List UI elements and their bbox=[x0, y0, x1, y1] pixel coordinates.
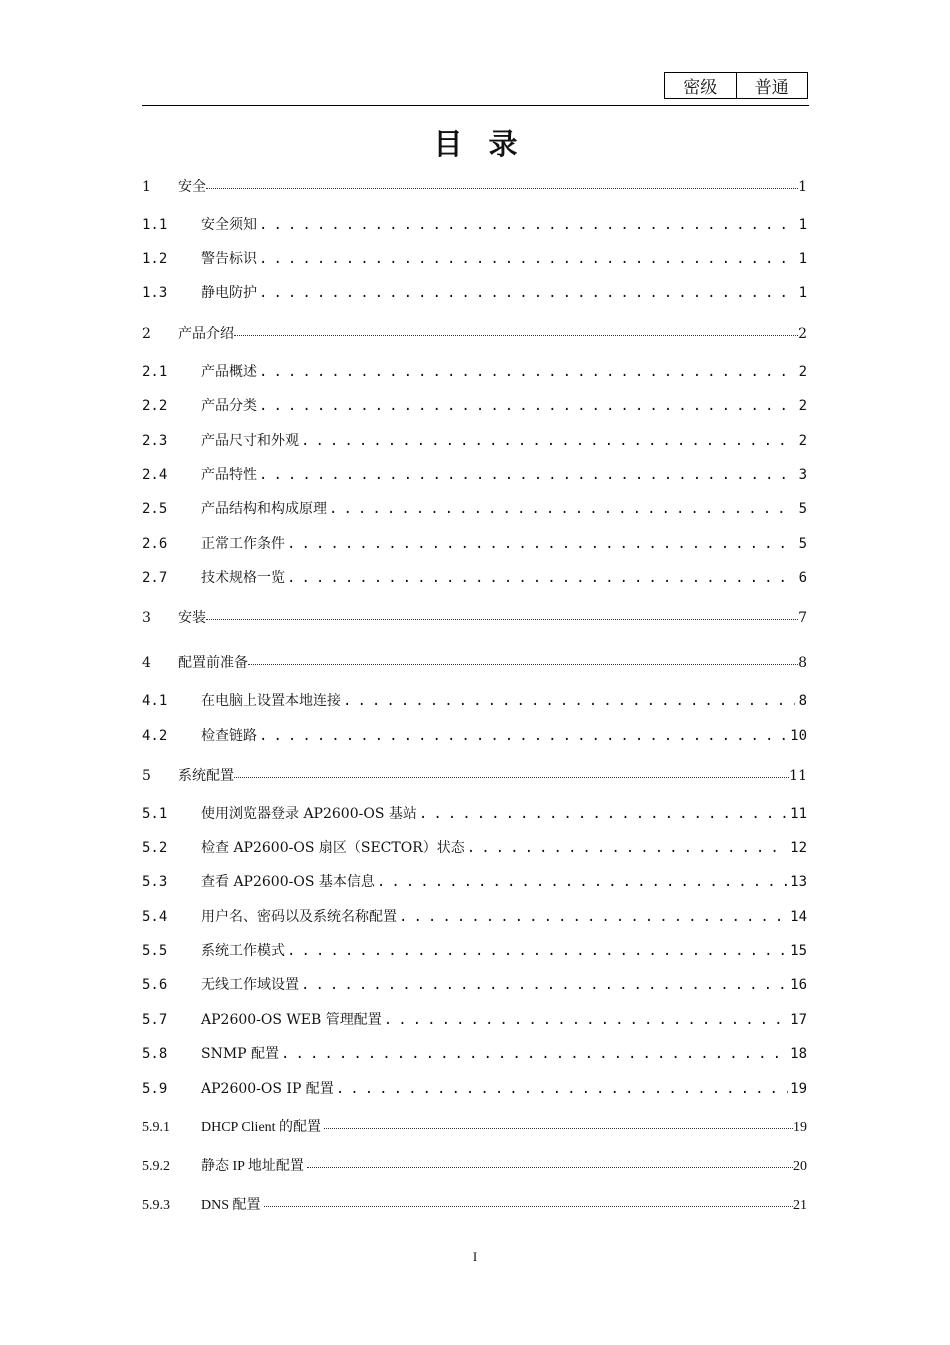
toc-dot-leader bbox=[206, 619, 798, 620]
toc-entry-title: 警告标识 bbox=[201, 251, 257, 267]
toc-entry-number: 5.9.2 bbox=[142, 1159, 170, 1174]
toc-entry-number: 4.1 bbox=[142, 693, 168, 709]
toc-entry[interactable] bbox=[142, 871, 807, 891]
toc-entry-page: 20 bbox=[793, 1159, 807, 1174]
toc-entry-number: 5.7 bbox=[142, 1012, 168, 1028]
toc-entry[interactable] bbox=[142, 214, 807, 234]
toc-entry-page: 8 bbox=[798, 655, 807, 671]
toc-entry-page: 19 bbox=[790, 1081, 807, 1097]
toc-dot-leader bbox=[467, 840, 788, 856]
toc-entry-number: 5.5 bbox=[142, 943, 168, 959]
toc-entry-page: 11 bbox=[789, 768, 807, 784]
toc-entry[interactable] bbox=[142, 725, 807, 745]
toc-dot-leader bbox=[259, 398, 795, 414]
toc-entry-number: 2.1 bbox=[142, 364, 168, 380]
toc-dot-leader bbox=[399, 909, 788, 925]
toc-dot-leader bbox=[324, 1128, 793, 1129]
toc-dot-leader bbox=[329, 501, 795, 517]
classification-label: 密级 bbox=[683, 78, 718, 98]
toc-entry-page: 11 bbox=[790, 806, 807, 822]
toc-entry[interactable] bbox=[142, 1078, 807, 1098]
toc-entry-page: 16 bbox=[790, 977, 807, 993]
toc-entry-title: DHCP Client 的配置 bbox=[201, 1120, 322, 1135]
header-rule bbox=[142, 105, 809, 106]
toc-dot-leader bbox=[301, 433, 795, 449]
toc-entry-title: 产品结构和构成原理 bbox=[201, 501, 327, 517]
toc-entry-title: 无线工作域设置 bbox=[201, 977, 299, 993]
toc-entry[interactable] bbox=[142, 974, 807, 994]
toc-dot-leader bbox=[264, 1206, 793, 1207]
toc-entry-page: 2 bbox=[798, 326, 807, 342]
toc-entry-number: 5.4 bbox=[142, 909, 168, 925]
toc-entry-title: 检查链路 bbox=[201, 728, 257, 744]
toc-entry[interactable] bbox=[142, 464, 807, 484]
toc-entry-page: 19 bbox=[793, 1120, 807, 1135]
toc-entry-number: 3 bbox=[142, 610, 151, 626]
toc-entry[interactable] bbox=[142, 498, 807, 518]
toc-entry-title: 产品分类 bbox=[201, 398, 257, 414]
toc-dot-leader bbox=[307, 1167, 793, 1168]
footer-page-number: I bbox=[472, 1249, 478, 1264]
toc-entry[interactable] bbox=[142, 395, 807, 415]
toc-entry[interactable] bbox=[142, 282, 807, 302]
toc-entry[interactable] bbox=[142, 430, 807, 450]
toc-dot-leader bbox=[301, 977, 788, 993]
toc-dot-leader bbox=[259, 251, 795, 267]
toc-entry-page: 5 bbox=[798, 501, 807, 517]
toc-entry-title: 安全须知 bbox=[201, 217, 257, 233]
toc-entry-title: 静态 IP 地址配置 bbox=[201, 1159, 304, 1174]
toc-entry-page: 2 bbox=[798, 433, 807, 449]
toc-entry-page: 15 bbox=[790, 943, 807, 959]
toc-entry-page: 12 bbox=[790, 840, 807, 856]
toc-dot-leader bbox=[234, 335, 798, 336]
classification-value: 普通 bbox=[736, 73, 808, 98]
toc-dot-leader bbox=[259, 217, 795, 233]
toc-entry[interactable] bbox=[142, 1116, 807, 1136]
toc-entry-title: 正常工作条件 bbox=[201, 536, 285, 552]
toc-entry-page: 14 bbox=[790, 909, 807, 925]
toc-dot-leader bbox=[281, 1046, 788, 1062]
toc-entry-page: 1 bbox=[798, 285, 807, 301]
toc-dot-leader bbox=[259, 467, 795, 483]
toc-entry-number: 2 bbox=[142, 326, 151, 342]
toc-entry-title: 静电防护 bbox=[201, 285, 257, 301]
toc-entry-number: 4 bbox=[142, 655, 151, 671]
toc-entry-page: 3 bbox=[798, 467, 807, 483]
toc-entry-page: 18 bbox=[790, 1046, 807, 1062]
toc-entry[interactable] bbox=[142, 323, 807, 343]
toc-entry-number: 5.6 bbox=[142, 977, 168, 993]
toc-entry[interactable] bbox=[142, 248, 807, 268]
toc-entry-number: 2.2 bbox=[142, 398, 168, 414]
toc-entry-title: 用户名、密码以及系统名称配置 bbox=[201, 909, 397, 925]
toc-entry[interactable] bbox=[142, 1009, 807, 1029]
toc-entry[interactable] bbox=[142, 1155, 807, 1175]
toc-entry-number: 5 bbox=[142, 768, 151, 784]
toc-entry-title: AP2600-OS IP 配置 bbox=[201, 1081, 334, 1097]
toc-entry-number: 2.4 bbox=[142, 467, 168, 483]
toc-entry-title: 产品概述 bbox=[201, 364, 257, 380]
toc-entry-number: 1 bbox=[142, 179, 151, 195]
toc-dot-leader bbox=[248, 664, 798, 665]
toc-entry-number: 5.9 bbox=[142, 1081, 168, 1097]
toc-entry[interactable] bbox=[142, 906, 807, 926]
toc-entry-title: 技术规格一览 bbox=[201, 570, 285, 586]
toc-entry-title: 产品特性 bbox=[201, 467, 257, 483]
toc-dot-leader bbox=[419, 806, 788, 822]
toc-entry-number: 2.3 bbox=[142, 433, 168, 449]
toc-entry[interactable] bbox=[142, 1043, 807, 1063]
toc-entry-page: 21 bbox=[793, 1198, 807, 1213]
toc-entry[interactable] bbox=[142, 940, 807, 960]
toc-entry-page: 5 bbox=[798, 536, 807, 552]
toc-entry[interactable] bbox=[142, 837, 807, 857]
classification-box bbox=[664, 72, 808, 99]
toc-entry-number: 5.8 bbox=[142, 1046, 168, 1062]
toc-dot-leader bbox=[384, 1012, 788, 1028]
toc-dot-leader bbox=[259, 285, 795, 301]
toc-entry-title: 检查 AP2600-OS 扇区（SECTOR）状态 bbox=[201, 840, 465, 856]
toc-entry-number: 4.2 bbox=[142, 728, 168, 744]
toc-entry-page: 17 bbox=[790, 1012, 807, 1028]
toc-entry-title: 在电脑上设置本地连接 bbox=[201, 693, 341, 709]
toc-entry-title: DNS 配置 bbox=[201, 1198, 261, 1213]
toc-entry-title: 查看 AP2600-OS 基本信息 bbox=[201, 874, 375, 890]
toc-entry[interactable] bbox=[142, 803, 807, 823]
toc-dot-leader bbox=[287, 943, 788, 959]
toc-entry[interactable] bbox=[142, 1194, 807, 1214]
toc-entry-title: 产品尺寸和外观 bbox=[201, 433, 299, 449]
toc-entry-page: 8 bbox=[798, 693, 807, 709]
toc-entry-page: 6 bbox=[798, 570, 807, 586]
toc-entry[interactable] bbox=[142, 765, 807, 785]
toc-entry[interactable] bbox=[142, 176, 807, 196]
toc-entry-page: 2 bbox=[798, 364, 807, 380]
toc-dot-leader bbox=[377, 874, 788, 890]
toc-dot-leader bbox=[343, 693, 795, 709]
toc-entry-title: 安装 bbox=[178, 610, 206, 626]
toc-entry[interactable] bbox=[142, 533, 807, 553]
toc-entry-number: 5.3 bbox=[142, 874, 168, 890]
toc-entry-title: 产品介绍 bbox=[178, 326, 234, 342]
toc-entry-number: 1.2 bbox=[142, 251, 168, 267]
toc-entry[interactable] bbox=[142, 607, 807, 627]
toc-dot-leader bbox=[287, 570, 795, 586]
toc-entry-number: 1.3 bbox=[142, 285, 168, 301]
toc-entry-title: 系统配置 bbox=[178, 768, 234, 784]
toc-entry-number: 5.1 bbox=[142, 806, 168, 822]
toc-entry[interactable] bbox=[142, 690, 807, 710]
toc-entry-number: 5.9.1 bbox=[142, 1120, 170, 1135]
toc-entry-number: 2.7 bbox=[142, 570, 168, 586]
toc-entry[interactable] bbox=[142, 652, 807, 672]
toc-dot-leader bbox=[287, 536, 795, 552]
toc-dot-leader bbox=[206, 188, 798, 189]
toc-dot-leader bbox=[259, 364, 795, 380]
toc-entry-title: 安全 bbox=[178, 179, 206, 195]
toc-entry-page: 7 bbox=[798, 610, 807, 626]
toc-entry-title: AP2600-OS WEB 管理配置 bbox=[201, 1012, 382, 1028]
toc-entry-number: 2.5 bbox=[142, 501, 168, 517]
toc-entry-page: 1 bbox=[798, 251, 807, 267]
toc-entry-page: 2 bbox=[798, 398, 807, 414]
toc-entry-page: 13 bbox=[790, 874, 807, 890]
toc-entry-title: 使用浏览器登录 AP2600-OS 基站 bbox=[201, 806, 417, 822]
toc-title: 目录 bbox=[433, 127, 544, 161]
toc-dot-leader bbox=[234, 777, 789, 778]
toc-entry-number: 2.6 bbox=[142, 536, 168, 552]
toc-entry-page: 1 bbox=[798, 179, 807, 195]
toc-dot-leader bbox=[336, 1081, 788, 1097]
toc-entry-page: 10 bbox=[790, 728, 807, 744]
toc-dot-leader bbox=[259, 728, 788, 744]
toc-entry-title: SNMP 配置 bbox=[201, 1046, 280, 1062]
toc-entry-page: 1 bbox=[798, 217, 807, 233]
toc-entry-title: 系统工作模式 bbox=[201, 943, 285, 959]
toc-entry[interactable] bbox=[142, 361, 807, 381]
toc-entry-number: 5.9.3 bbox=[142, 1198, 170, 1213]
toc-entry-number: 1.1 bbox=[142, 217, 168, 233]
toc-entry[interactable] bbox=[142, 567, 807, 587]
toc-entry-title: 配置前准备 bbox=[178, 655, 248, 671]
toc-entry-number: 5.2 bbox=[142, 840, 168, 856]
